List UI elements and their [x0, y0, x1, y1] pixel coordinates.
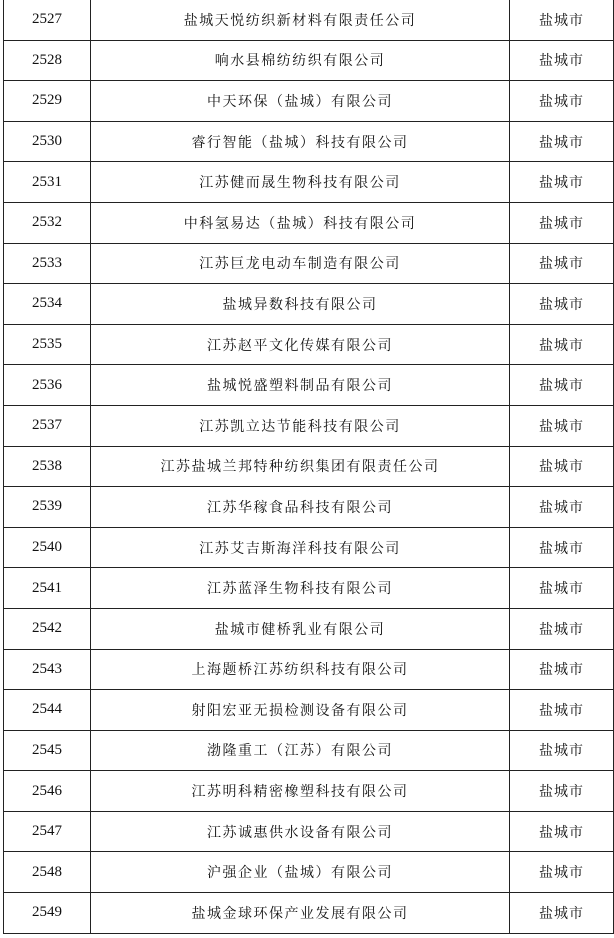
city-name: 盐城市	[510, 527, 614, 568]
city-name: 盐城市	[510, 0, 614, 40]
row-number: 2548	[4, 852, 91, 893]
company-name: 江苏赵平文化传媒有限公司	[91, 324, 510, 365]
city-name: 盐城市	[510, 40, 614, 81]
city-name: 盐城市	[510, 852, 614, 893]
table-row	[4, 690, 614, 731]
table-row	[4, 527, 614, 568]
row-number: 2546	[4, 771, 91, 812]
company-list-table	[3, 0, 614, 934]
table-row	[4, 40, 614, 81]
company-name: 江苏诚惠供水设备有限公司	[91, 811, 510, 852]
table-row	[4, 284, 614, 325]
city-name: 盐城市	[510, 365, 614, 406]
city-name: 盐城市	[510, 690, 614, 731]
row-number: 2536	[4, 365, 91, 406]
row-number: 2538	[4, 446, 91, 487]
company-name: 江苏盐城兰邦特种纺织集团有限责任公司	[91, 446, 510, 487]
company-name: 江苏蓝泽生物科技有限公司	[91, 568, 510, 609]
row-number: 2544	[4, 690, 91, 731]
company-name: 江苏明科精密橡塑科技有限公司	[91, 771, 510, 812]
table-row	[4, 81, 614, 122]
company-name: 盐城悦盛塑料制品有限公司	[91, 365, 510, 406]
city-name: 盐城市	[510, 730, 614, 771]
table-row	[4, 0, 614, 40]
row-number: 2543	[4, 649, 91, 690]
company-name: 江苏健而晟生物科技有限公司	[91, 162, 510, 203]
company-list-body	[4, 0, 614, 933]
row-number: 2542	[4, 608, 91, 649]
company-name: 中科氢易达（盐城）科技有限公司	[91, 202, 510, 243]
city-name: 盐城市	[510, 649, 614, 690]
row-number: 2534	[4, 284, 91, 325]
row-number: 2533	[4, 243, 91, 284]
table-row	[4, 568, 614, 609]
company-name: 上海题桥江苏纺织科技有限公司	[91, 649, 510, 690]
table-row	[4, 771, 614, 812]
company-name: 盐城天悦纺织新材料有限责任公司	[91, 0, 510, 40]
city-name: 盐城市	[510, 893, 614, 934]
row-number: 2539	[4, 487, 91, 528]
city-name: 盐城市	[510, 202, 614, 243]
table-row	[4, 162, 614, 203]
city-name: 盐城市	[510, 446, 614, 487]
company-name: 渤隆重工（江苏）有限公司	[91, 730, 510, 771]
table-row	[4, 243, 614, 284]
row-number: 2545	[4, 730, 91, 771]
row-number: 2528	[4, 40, 91, 81]
city-name: 盐城市	[510, 568, 614, 609]
table-row	[4, 202, 614, 243]
table-row	[4, 893, 614, 934]
table-row	[4, 446, 614, 487]
table-row	[4, 487, 614, 528]
company-name: 江苏凯立达节能科技有限公司	[91, 405, 510, 446]
row-number: 2529	[4, 81, 91, 122]
row-number: 2531	[4, 162, 91, 203]
company-name: 射阳宏亚无损检测设备有限公司	[91, 690, 510, 731]
city-name: 盐城市	[510, 771, 614, 812]
table-row	[4, 121, 614, 162]
row-number: 2527	[4, 0, 91, 40]
city-name: 盐城市	[510, 243, 614, 284]
company-name: 盐城金球环保产业发展有限公司	[91, 893, 510, 934]
table-row	[4, 365, 614, 406]
row-number: 2530	[4, 121, 91, 162]
row-number: 2547	[4, 811, 91, 852]
row-number: 2537	[4, 405, 91, 446]
company-name: 沪强企业（盐城）有限公司	[91, 852, 510, 893]
table-row	[4, 405, 614, 446]
city-name: 盐城市	[510, 121, 614, 162]
table-row	[4, 730, 614, 771]
company-name: 睿行智能（盐城）科技有限公司	[91, 121, 510, 162]
city-name: 盐城市	[510, 324, 614, 365]
company-name: 响水县棉纺纺织有限公司	[91, 40, 510, 81]
company-name: 盐城市健桥乳业有限公司	[91, 608, 510, 649]
row-number: 2541	[4, 568, 91, 609]
row-number: 2549	[4, 893, 91, 934]
row-number: 2532	[4, 202, 91, 243]
row-number: 2535	[4, 324, 91, 365]
row-number: 2540	[4, 527, 91, 568]
company-name: 江苏巨龙电动车制造有限公司	[91, 243, 510, 284]
table-row	[4, 324, 614, 365]
city-name: 盐城市	[510, 162, 614, 203]
company-name: 江苏华稼食品科技有限公司	[91, 487, 510, 528]
table-row	[4, 649, 614, 690]
city-name: 盐城市	[510, 81, 614, 122]
table-row	[4, 852, 614, 893]
table-row	[4, 608, 614, 649]
company-name: 江苏艾吉斯海洋科技有限公司	[91, 527, 510, 568]
company-name: 盐城异数科技有限公司	[91, 284, 510, 325]
city-name: 盐城市	[510, 487, 614, 528]
city-name: 盐城市	[510, 405, 614, 446]
company-name: 中天环保（盐城）有限公司	[91, 81, 510, 122]
city-name: 盐城市	[510, 284, 614, 325]
table-row	[4, 811, 614, 852]
city-name: 盐城市	[510, 811, 614, 852]
city-name: 盐城市	[510, 608, 614, 649]
